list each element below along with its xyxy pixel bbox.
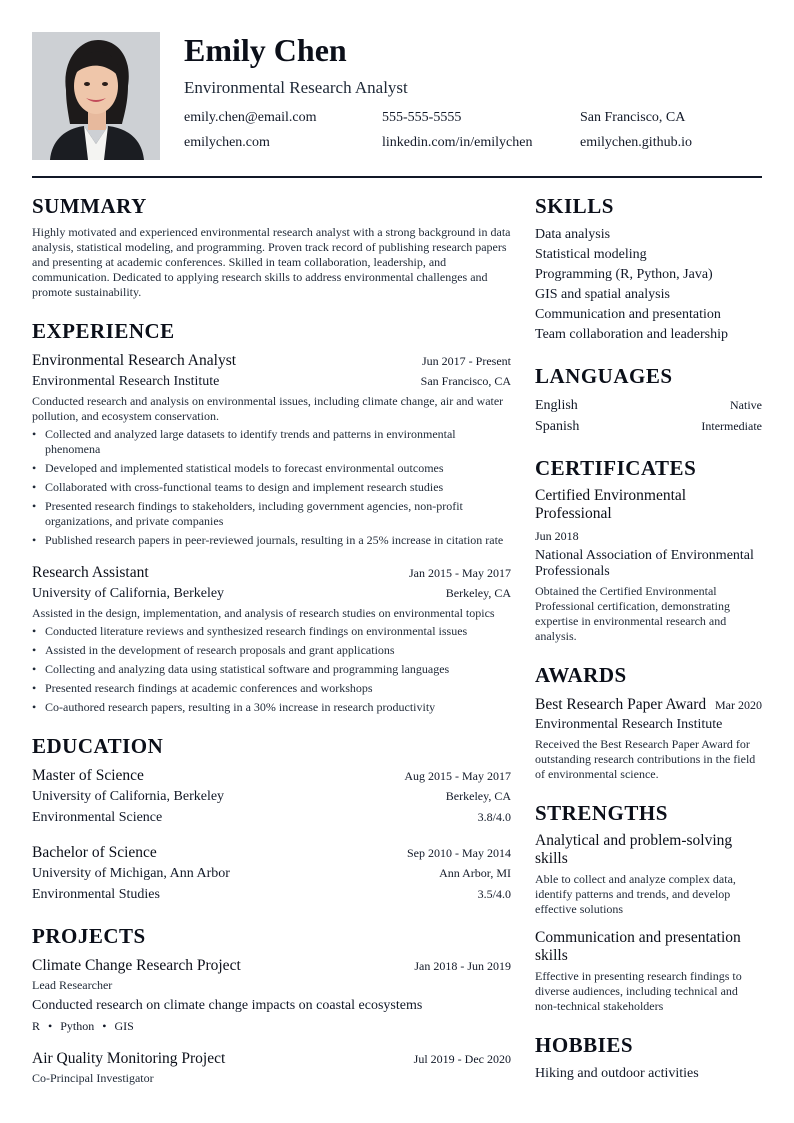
strength-description: Able to collect and analyze complex data, identify patterns and trends, and develop effective solutions — [535, 872, 736, 916]
language-row — [535, 416, 762, 437]
award-issuer: Environmental Research Institute — [535, 717, 723, 732]
job-title: Environmental Research Analyst — [32, 352, 237, 369]
job-organization: Environmental Research Institute — [32, 374, 220, 389]
education-section — [32, 733, 511, 905]
certificates-section — [535, 455, 762, 644]
experience-section — [32, 318, 511, 715]
job-entry — [32, 350, 511, 548]
job-bullets — [32, 427, 511, 548]
skill-item: GIS and spatial analysis — [535, 287, 670, 302]
list-item: • Presented research findings to stakeholders, including government agencies, non-profit organizations, and private companies — [32, 499, 511, 529]
project-tag: R — [32, 1019, 41, 1033]
project-dates: Jul 2019 - Dec 2020 — [413, 1052, 511, 1066]
list-item: • Co-authored research papers, resulting in a 30% increase in research productivity — [32, 700, 511, 715]
right-column — [535, 193, 762, 1102]
certificate-title: Certified Environmental Professional — [535, 487, 687, 522]
section-heading: HOBBIES — [535, 1033, 634, 1057]
profile-photo — [32, 32, 160, 160]
section-heading: AWARDS — [535, 663, 627, 687]
project-tag: GIS — [114, 1019, 134, 1033]
skill-item: Programming (R, Python, Java) — [535, 267, 713, 282]
award-date: Mar 2020 — [715, 698, 762, 712]
certificate-date: Jun 2018 — [535, 529, 579, 543]
section-heading: PROJECTS — [32, 924, 146, 948]
project-tags: R • Python • GIS — [32, 1019, 134, 1033]
resume-header — [32, 32, 762, 160]
project-title: Climate Change Research Project — [32, 957, 241, 974]
job-dates: Jan 2015 - May 2017 — [409, 566, 511, 580]
list-item: • Collecting and analyzing data using statistical software and programming languages — [32, 662, 511, 677]
candidate-name: Emily Chen — [184, 32, 347, 68]
list-item: • Published research papers in peer-reviewed journals, resulting in a 25% increase in citation rate — [32, 533, 511, 548]
project-entry — [32, 1048, 511, 1088]
project-tag: Python — [60, 1019, 95, 1033]
contact-linkedin[interactable]: linkedin.com/in/emilychen — [382, 135, 533, 150]
projects-section — [32, 923, 511, 1088]
contact-info — [184, 109, 764, 152]
list-item: • Conducted literature reviews and synthesized research findings on environmental issues — [32, 624, 511, 639]
hobbies-section — [535, 1032, 762, 1084]
education-entry — [32, 842, 511, 905]
school: University of Michigan, Ann Arbor — [32, 866, 230, 881]
skill-item: Statistical modeling — [535, 247, 647, 262]
awards-section — [535, 662, 762, 782]
contact-email[interactable]: emily.chen@email.com — [184, 110, 317, 125]
skill-item: Communication and presentation — [535, 307, 721, 322]
list-item: • Presented research findings at academic conferences and workshops — [32, 681, 511, 696]
job-organization: University of California, Berkeley — [32, 586, 225, 601]
skill-item: Data analysis — [535, 227, 611, 242]
section-heading: SUMMARY — [32, 194, 147, 218]
section-heading: LANGUAGES — [535, 364, 673, 388]
strength-title: Analytical and problem-solving skills — [535, 832, 733, 867]
job-description: Conducted research and analysis on environmental issues, including climate change, air and water pollution, and ecosystem conservation. — [32, 394, 504, 423]
job-location: San Francisco, CA — [420, 374, 511, 388]
degree: Master of Science — [32, 767, 144, 784]
certificate-description: Obtained the Certified Environmental Professional certification, demonstrating expertise in environmental research and analysis. — [535, 584, 730, 643]
project-entry — [32, 955, 511, 1034]
hobby-item: Hiking and outdoor activities — [535, 1066, 699, 1081]
school: University of California, Berkeley — [32, 789, 225, 804]
education-dates: Aug 2015 - May 2017 — [404, 769, 511, 783]
list-item: • Assisted in the development of research proposals and grant applications — [32, 643, 511, 658]
project-description: Conducted research on climate change impacts on coastal ecosystems — [32, 998, 423, 1013]
list-item: • Developed and implemented statistical models to forecast environmental outcomes — [32, 461, 511, 476]
strength-entry — [535, 832, 762, 917]
job-entry — [32, 562, 511, 715]
award-title: Best Research Paper Award — [535, 696, 707, 713]
certificate-issuer: National Association of Environmental Professionals — [535, 548, 754, 579]
project-dates: Jan 2018 - Jun 2019 — [414, 959, 511, 973]
contact-website[interactable]: emilychen.com — [184, 135, 270, 150]
list-item: • Collaborated with cross-functional teams to design and implement research studies — [32, 480, 511, 495]
contact-location: San Francisco, CA — [580, 110, 686, 125]
section-heading: STRENGTHS — [535, 801, 668, 825]
education-entry — [32, 765, 511, 828]
job-dates: Jun 2017 - Present — [422, 354, 511, 368]
school-location: Ann Arbor, MI — [439, 866, 511, 880]
project-role: Co-Principal Investigator — [32, 1071, 154, 1085]
contact-github[interactable]: emilychen.github.io — [580, 135, 692, 150]
skills-list — [535, 225, 762, 345]
language-level: Intermediate — [701, 419, 762, 433]
left-column — [32, 193, 511, 1106]
candidate-title: Environmental Research Analyst — [184, 78, 408, 97]
language-row — [535, 395, 762, 416]
education-dates: Sep 2010 - May 2014 — [407, 846, 511, 860]
school-location: Berkeley, CA — [445, 789, 511, 803]
project-title: Air Quality Monitoring Project — [32, 1050, 226, 1067]
language-level: Native — [730, 398, 762, 412]
degree: Bachelor of Science — [32, 844, 157, 861]
job-description: Assisted in the design, implementation, and analysis of research studies on environmental topics — [32, 606, 495, 620]
strengths-section — [535, 800, 762, 1014]
field-of-study: Environmental Science — [32, 810, 163, 825]
award-description: Received the Best Research Paper Award for outstanding research contributions in the field of environmental science. — [535, 737, 756, 781]
strength-entry — [535, 929, 762, 1014]
job-bullets — [32, 624, 511, 715]
avatar-illustration — [32, 32, 160, 160]
strength-title: Communication and presentation skills — [535, 929, 741, 964]
project-role: Lead Researcher — [32, 978, 113, 992]
skills-section — [535, 193, 762, 345]
field-of-study: Environmental Studies — [32, 887, 160, 902]
section-heading: SKILLS — [535, 194, 614, 218]
strength-description: Effective in presenting research findings to diverse audiences, including technical and non-technical stakeholders — [535, 969, 742, 1013]
header-divider — [32, 176, 762, 178]
languages-section — [535, 363, 762, 437]
summary-section — [32, 193, 511, 300]
language-name: Spanish — [535, 419, 580, 434]
job-title: Research Assistant — [32, 564, 149, 581]
language-name: English — [535, 398, 578, 413]
section-heading: EXPERIENCE — [32, 319, 175, 343]
list-item: • Collected and analyzed large datasets to identify trends and patterns in environmental phenomena — [32, 427, 511, 457]
gpa: 3.5/4.0 — [477, 887, 511, 901]
section-heading: EDUCATION — [32, 734, 164, 758]
gpa: 3.8/4.0 — [477, 810, 511, 824]
skill-item: Team collaboration and leadership — [535, 327, 728, 342]
contact-phone[interactable]: 555-555-5555 — [382, 110, 462, 125]
section-heading: CERTIFICATES — [535, 456, 697, 480]
job-location: Berkeley, CA — [445, 586, 511, 600]
summary-text: Highly motivated and experienced environmental research analyst with a strong background in data analysis, statistical modeling, and programming. Proven track record of publishing research papers and presenting at academic conferences. Skilled in team collaboration, leadership, and communication. Dedicated to applying research skills to address environmental challenges and promote sustainability. — [32, 225, 511, 299]
